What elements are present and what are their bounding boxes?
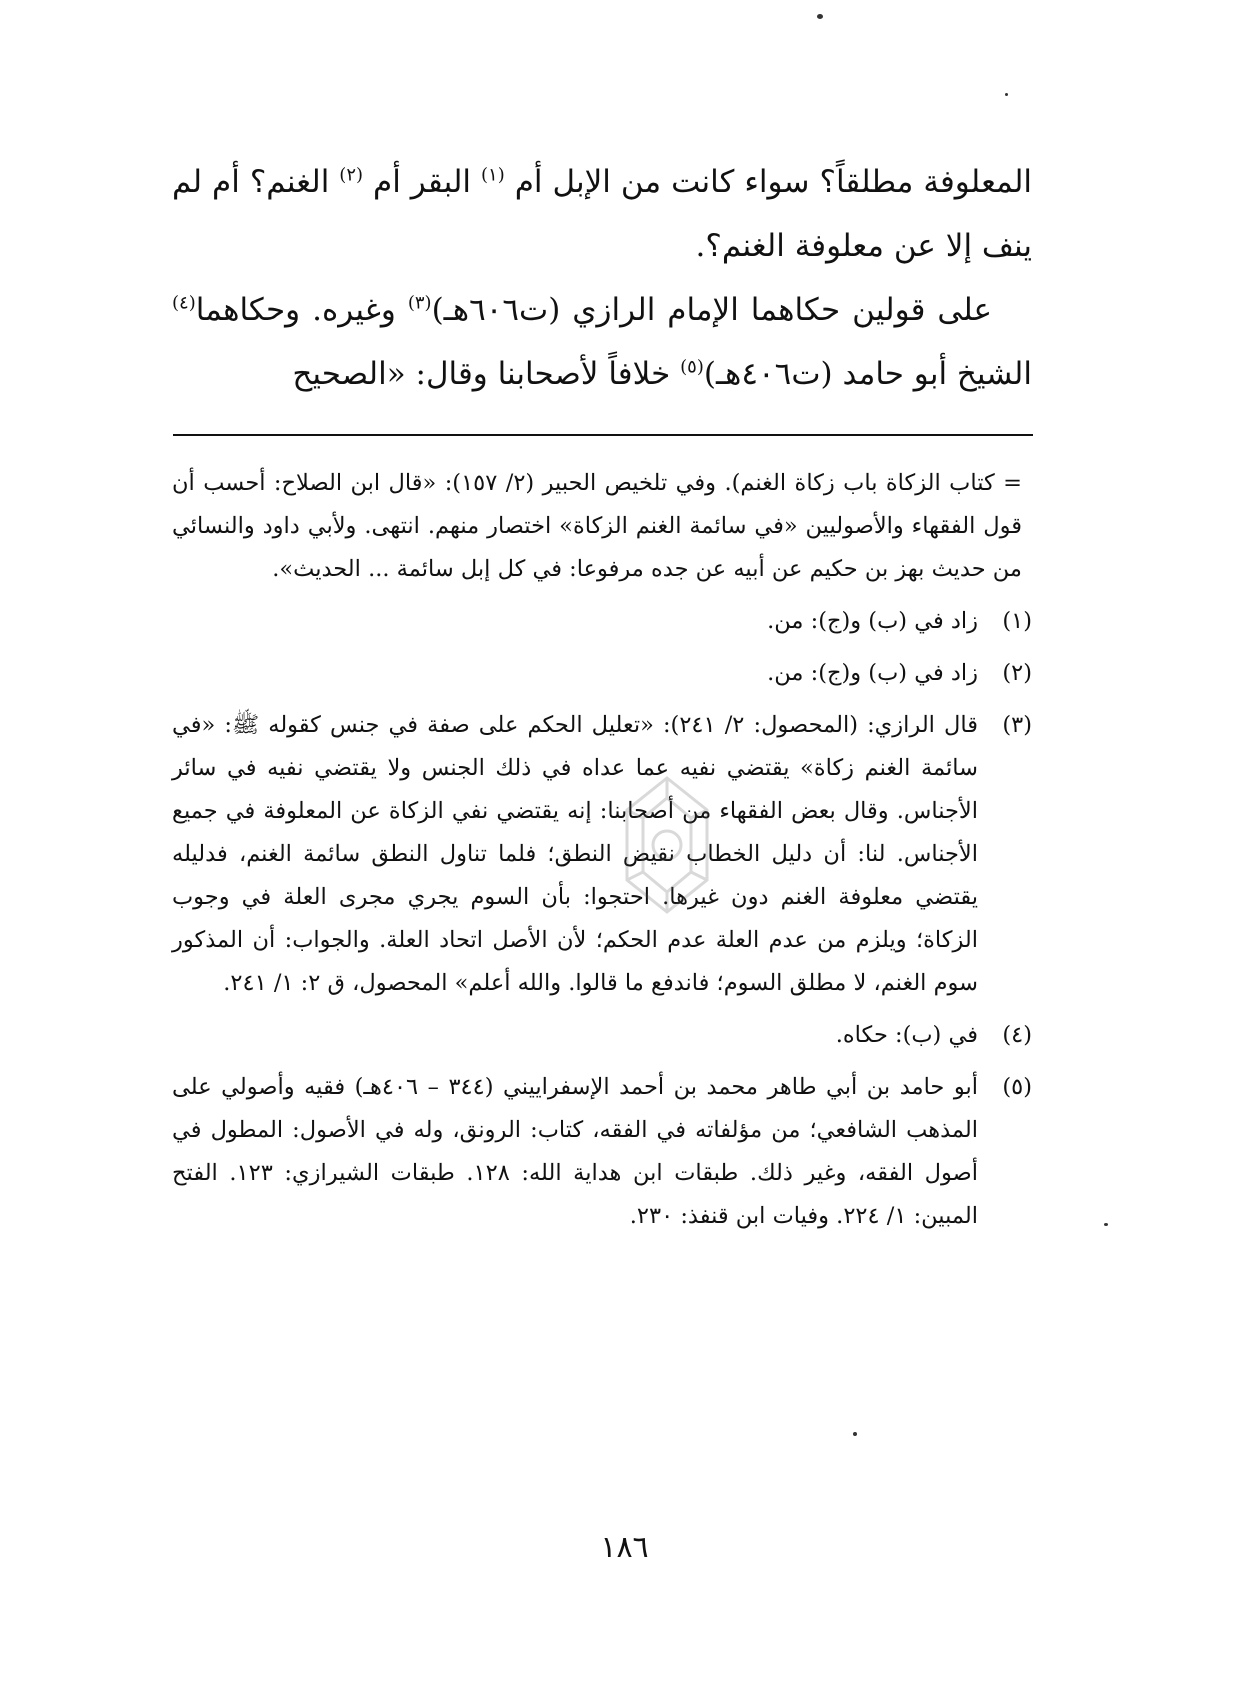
footnote-number: (٢) (1002, 660, 1032, 686)
footnote-continuation: = كتاب الزكاة باب زكاة الغنم). وفي تلخيص الحبير (٢/ ١٥٧): «قال ابن الصلاح: أحسب أن قول الفقهاء والأصوليين «في سائمة الغنم الزكاة» اختصار منهم. انتهى. ولأبي داود والنسائي من حديث بهز بن حكيم عن أبيه عن جده مرفوعا: في كل إبل سائمة ... الحديث». (172, 470, 1022, 582)
text-run: الغنم؟ أم لم ينف إلا عن معلوفة الغنم؟. (172, 164, 1032, 264)
footnote-4 (172, 1014, 1032, 1057)
footnote-5 (172, 1066, 1032, 1238)
text-run: الشيخ أبو حامد (ت٤٠٦هـ) (703, 356, 1032, 392)
footnote-ref-1[interactable]: (١) (481, 164, 505, 186)
scan-speck (817, 14, 823, 19)
scan-speck (853, 1432, 857, 1436)
text-run: وغيره. وحكاهما (195, 292, 396, 328)
footnote-text: زاد في (ب) و(ج): من. (767, 660, 978, 686)
footnote-ref-4[interactable]: (٤) (172, 292, 196, 314)
text-run: خلافاً لأصحابنا وقال: «الصحيح (292, 356, 671, 392)
footnote-1 (172, 600, 1032, 643)
footnote-text: زاد في (ب) و(ج): من. (767, 608, 978, 634)
footnote-number: (١) (1002, 608, 1032, 634)
page-number: ١٨٦ (600, 1530, 649, 1565)
footnote-text: قال الرازي: (المحصول: ٢/ ٢٤١): «تعليل الحكم على صفة في جنس كقوله ﷺ: «في سائمة الغنم زكاة» يقتضي نفيه عما عداه في ذلك الجنس ولا يقتضي نفيه في سائر الأجناس. وقال بعض الفقهاء من أصحابنا: إنه يقتضي نفي الزكاة عن المعلوفة في جميع الأجناس. لنا: أن دليل الخطاب نقيض النطق؛ فلما تناول النطق سائمة الغنم، فدليله يقتضي معلوفة الغنم دون غيرها. احتجوا: بأن السوم يجري مجرى العلة في وجوب الزكاة؛ ويلزم من عدم العلة عدم الحكم؛ لأن الأصل اتحاد العلة. والجواب: أن المذكور سوم الغنم، لا مطلق السوم؛ فاندفع ما قالوا. والله أعلم» المحصول، ق ٢: ١/ ٢٤١. (172, 712, 978, 996)
scan-speck (1104, 1223, 1108, 1226)
footnote-3 (172, 704, 1032, 1005)
paragraph-1 (172, 150, 1032, 278)
footnote-2 (172, 652, 1032, 695)
footnote-ref-3[interactable]: (٣) (407, 292, 432, 314)
library-watermark-icon (607, 770, 727, 920)
footnote-number: (٤) (1002, 1022, 1032, 1048)
footnote-number: (٥) (1002, 1074, 1032, 1100)
footnote-separator-rule (173, 434, 1033, 436)
footnote-ref-5[interactable]: (٥) (680, 356, 704, 378)
main-body-text (172, 150, 1032, 406)
text-run: على قولين حكاهما الإمام الرازي (ت٦٠٦هـ) (431, 292, 992, 328)
paragraph-2 (172, 278, 1032, 406)
footnote-text: في (ب): حكاه. (835, 1022, 978, 1048)
footnote-number: (٣) (1002, 712, 1032, 738)
footnote-text: أبو حامد بن أبي طاهر محمد بن أحمد الإسفراييني (٣٤٤ – ٤٠٦هـ) فقيه وأصولي على المذهب الشافعي؛ من مؤلفاته في الفقه، كتاب: الرونق، وله في الأصول: المطول في أصول الفقه، وغير ذلك. طبقات ابن هداية الله: ١٢٨. طبقات الشيرازي: ١٢٣. الفتح المبين: ١/ ٢٢٤. وفيات ابن قنفذ: ٢٣٠. (172, 1074, 979, 1229)
text-run: البقر أم (373, 164, 472, 200)
text-run: المعلوفة مطلقاً؟ سواء كانت من الإبل أم (514, 164, 1033, 200)
footnotes-section (172, 462, 1032, 1238)
scan-speck (1005, 93, 1008, 96)
footnote-ref-2[interactable]: (٢) (339, 164, 364, 186)
